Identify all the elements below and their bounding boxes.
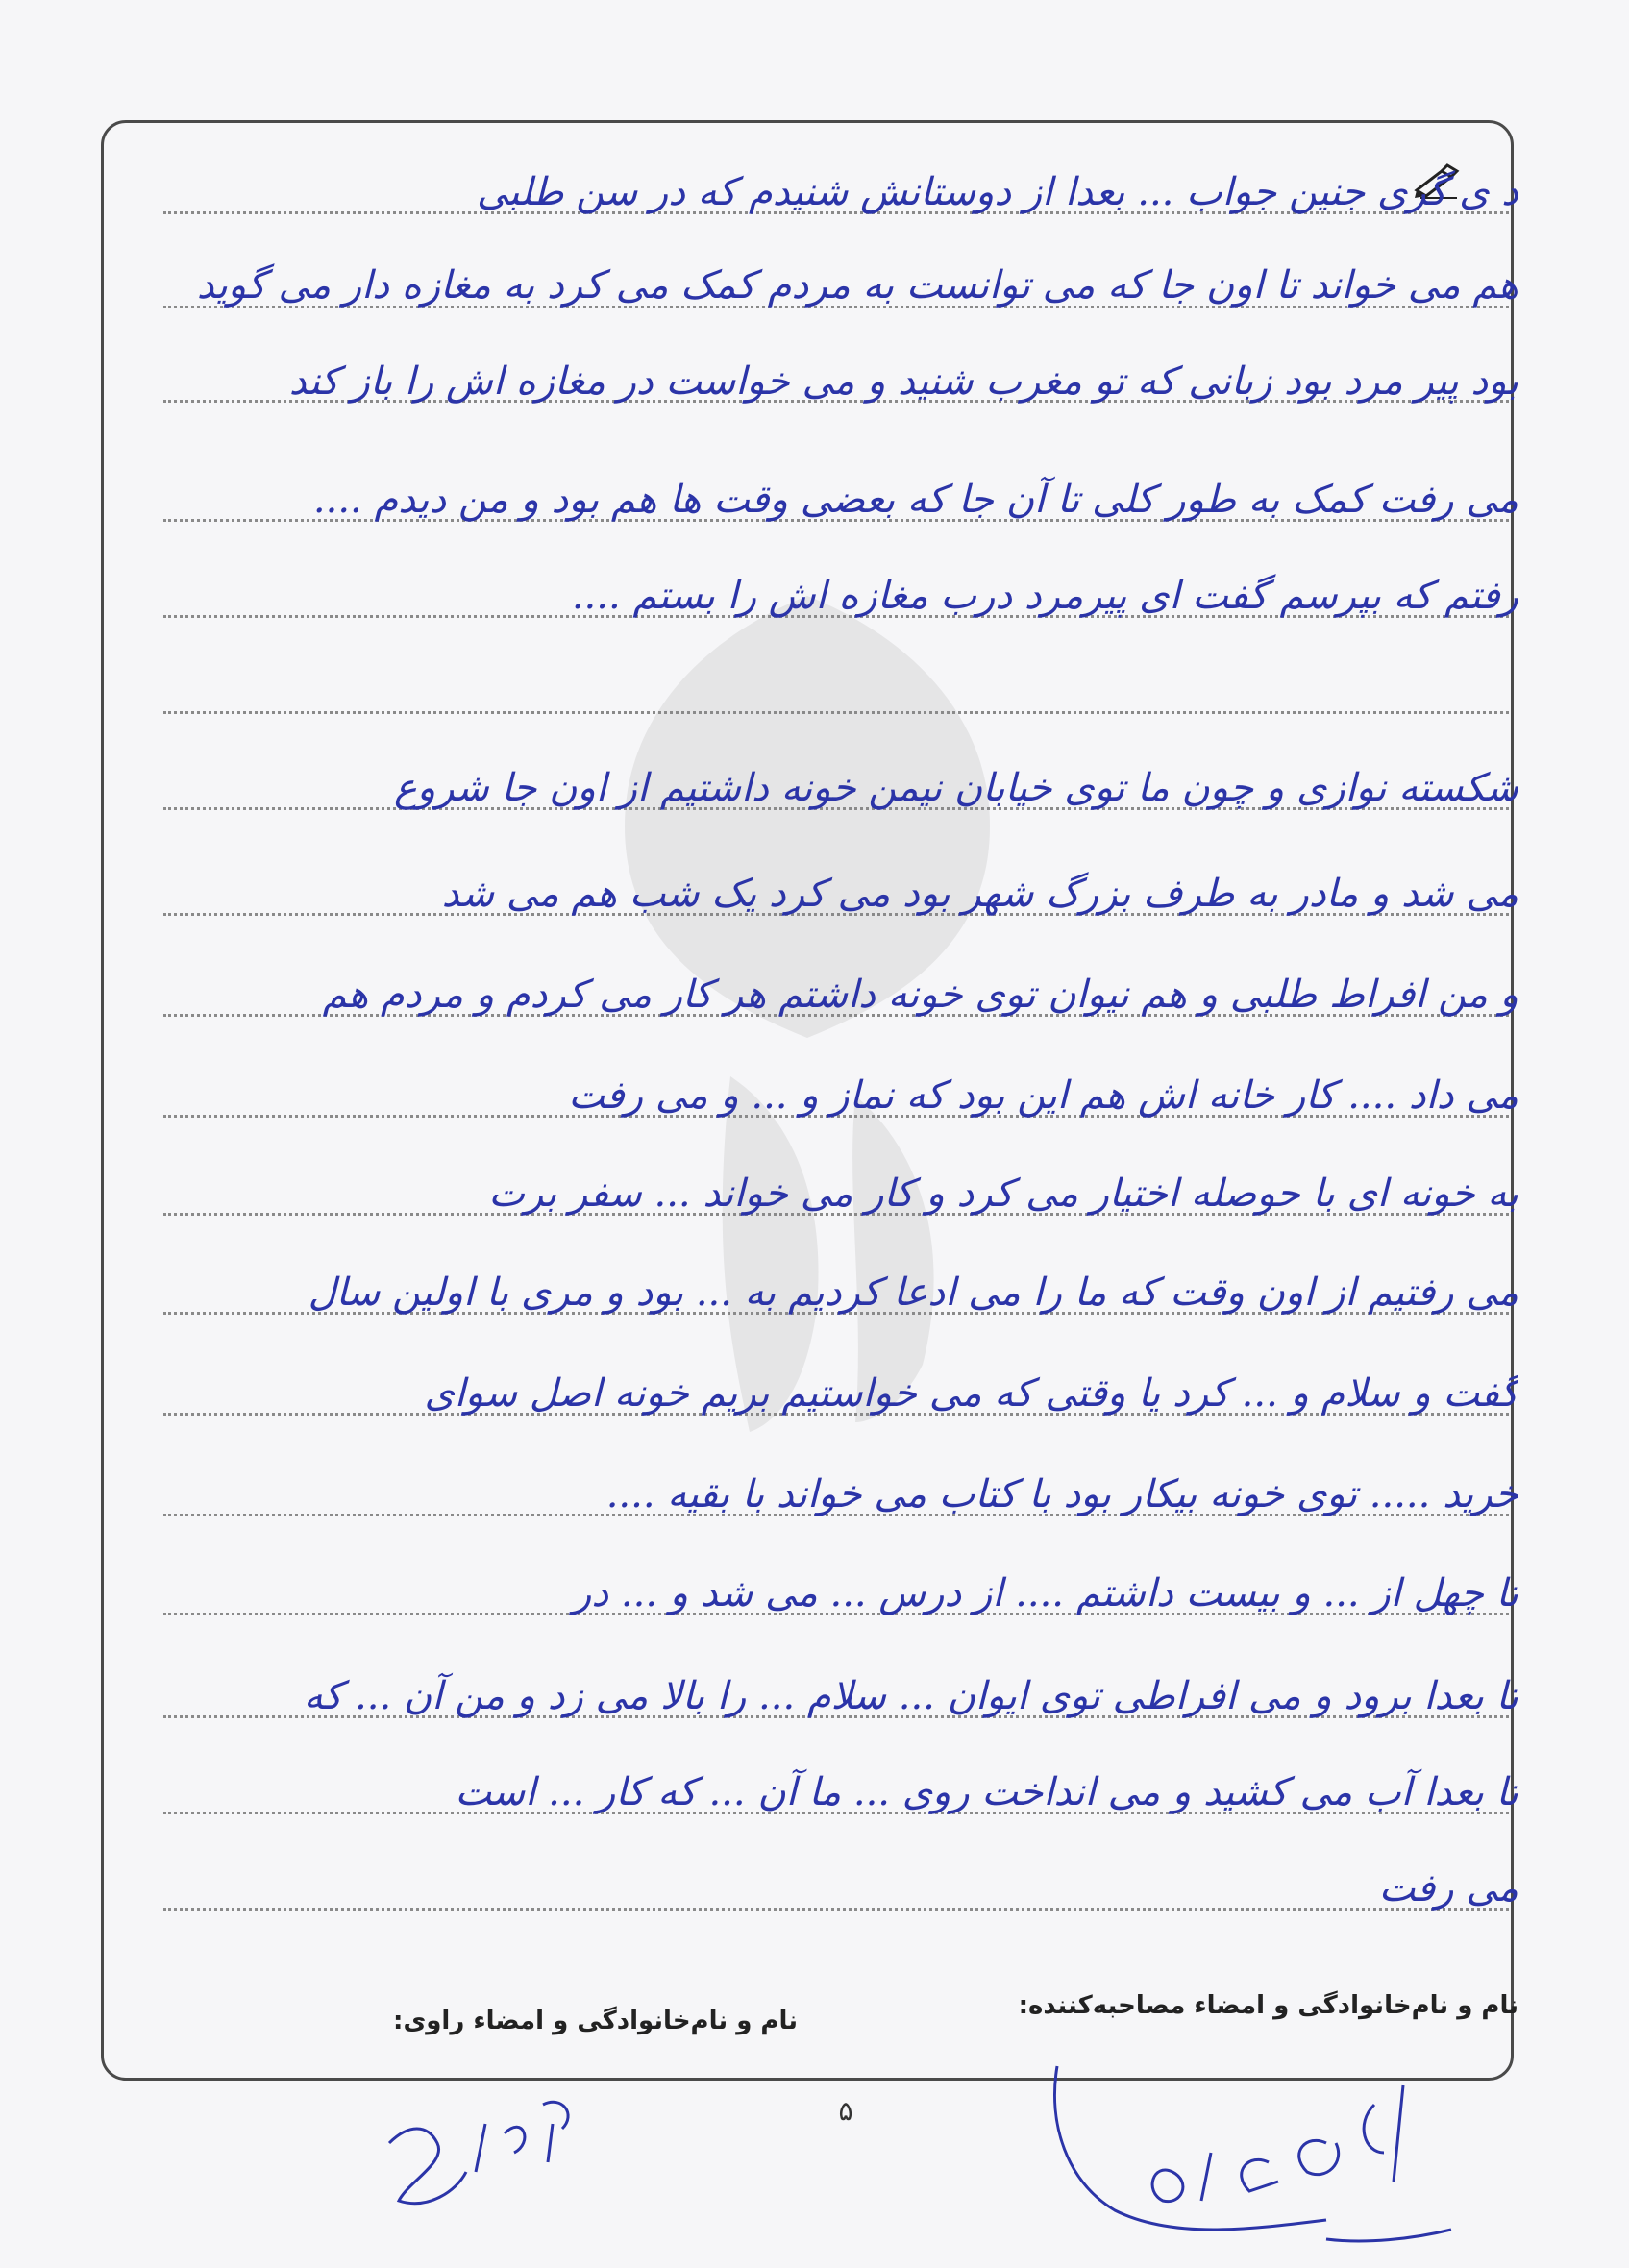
narrator-signature-label: نام و نام‌خانوادگی و امضاء راوی: (393, 2007, 798, 2035)
handwritten-line: گفت و سلام و ... کرد یا وقتی که می خواستیم بریم خونه اصل سوای (424, 1371, 1518, 1416)
handwritten-line: تا چهل از ... و بیست داشتم .... از درس ... می شد و ... در (573, 1571, 1518, 1615)
handwritten-line: به خونه ای با حوصله اختیار می کرد و کار می خواند ... سفر برت (488, 1171, 1518, 1216)
handwritten-line: می شد و مادر به طرف بزرگ شهر بود می کرد یک شب هم می شد (441, 872, 1518, 916)
handwritten-line: می رفت کمک به طور کلی تا آن جا که بعضی وقت ها هم بود و من دیدم .... (312, 478, 1518, 522)
handwritten-line: بود پیر مرد بود زبانی که تو مغرب شنید و می خواست در مغازه اش را باز کند (288, 359, 1518, 404)
ruled-line (163, 711, 1509, 714)
interviewer-signature-label: نام و نام‌خانوادگی و امضاء مصاحبه‌کننده: (1018, 1991, 1518, 2020)
handwritten-line: هم می خواند تا اون جا که می توانست به مردم کمک می کرد به مغازه دار می گوید (196, 263, 1518, 308)
ruled-lines (163, 0, 1509, 2268)
handwritten-line: شکسته نوازی و چون ما توی خیابان نیمن خونه داشتیم از اون جا شروع (394, 766, 1518, 810)
handwritten-line: و من افراط طلبی و هم نیوان توی خونه داشتم هر کار می کردم و مردم هم (322, 973, 1518, 1017)
handwritten-line: می رفتیم از اون وقت که ما را می ادعا کردیم به ... بود و مری با اولین سال (308, 1270, 1518, 1315)
narrator-signature (370, 2085, 591, 2230)
handwritten-line: تا بعدا برود و می افراطی توی ایوان ... سلام ... را بالا می زد و من آن ... که (303, 1674, 1518, 1718)
page-number: ۵ (838, 2095, 853, 2127)
handwritten-line: خرید ..... توی خونه بیکار بود با کتاب می خواند با بقیه .... (605, 1472, 1518, 1516)
handwritten-line: تا بعدا آب می کشید و می انداخت روی ... ما آن ... که کار ... است (455, 1770, 1518, 1814)
handwritten-line: می داد .... کار خانه اش هم این بود که نماز و ... و می رفت (568, 1073, 1518, 1118)
handwritten-line: رفتم که بپرسم گفت ای پیرمرد درب مغازه اش را بستم .... (571, 574, 1518, 618)
handwritten-line: د ی گری جنین جواب ... بعدا از دوستانش شنیدم که در سن طلبی (477, 170, 1518, 214)
interviewer-signature (1038, 2047, 1480, 2258)
handwritten-line: می رفت (1378, 1866, 1518, 1911)
